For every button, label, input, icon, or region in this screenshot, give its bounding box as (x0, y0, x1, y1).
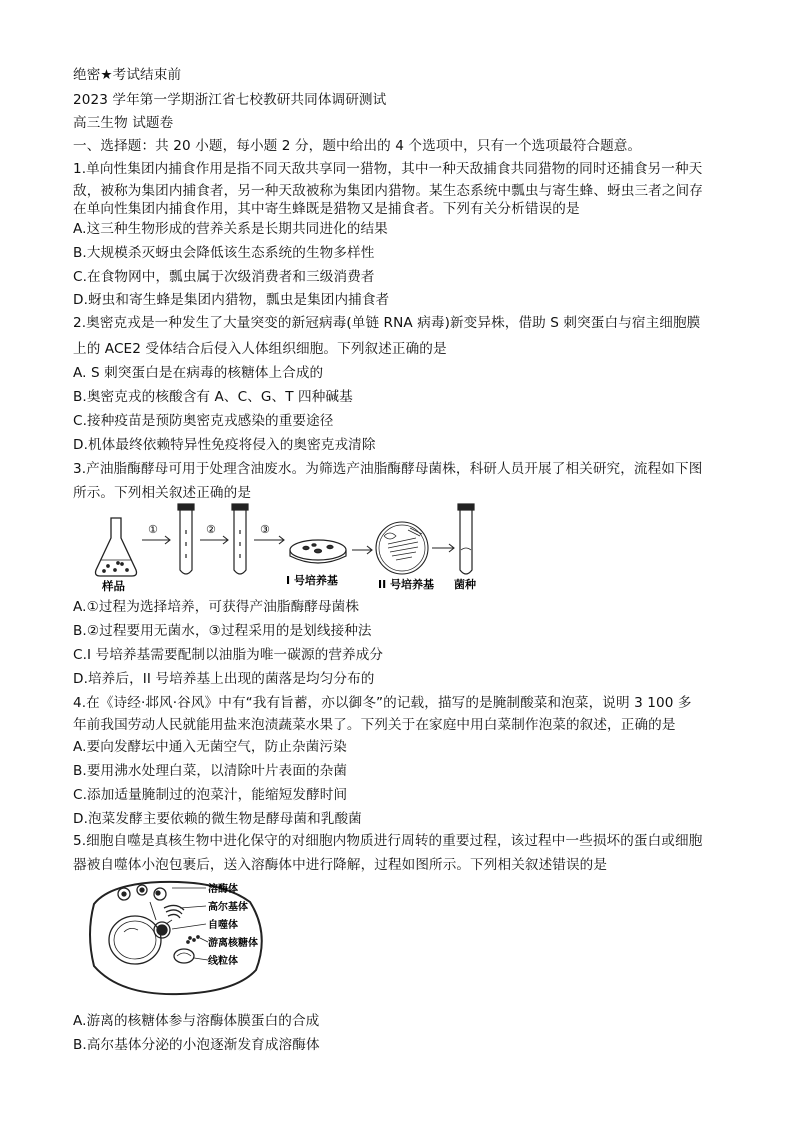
q5-stem-line: 5.细胞自噬是真核生物中进化保守的对细胞内物质进行周转的重要过程，该过程中一些损坏的蛋白或细胞 (73, 833, 703, 849)
petri-dish-icon (290, 540, 346, 563)
q2-stem-line: 2.奥密克戎是一种发生了大量突变的新冠病毒(单链 RNA 病毒)新变异株，借助 S 刺突蛋白与宿主细胞膜 (73, 315, 701, 331)
test-tube-icon (232, 504, 248, 574)
lysosome-label: 溶酶体 (208, 884, 238, 895)
q2-option-b: B.奥密克戎的核酸含有 A、C、G、T 四种碱基 (73, 389, 353, 405)
medium-2-label: II 号培养基 (378, 578, 435, 591)
step-3-label: ③ (260, 523, 270, 536)
q5-option-b: B.高尔基体分泌的小泡逐渐发育成溶酶体 (73, 1037, 320, 1053)
test-tube-icon (178, 504, 194, 574)
q5-stem-line: 器被自噬体小泡包裹后，送入溶酶体中进行降解，过程如图所示。下列相关叙述错误的是 (73, 857, 608, 873)
medium-1-label: I 号培养基 (286, 574, 338, 587)
q5-option-a: A.游离的核糖体参与溶酶体膜蛋白的合成 (73, 1013, 320, 1029)
q3-option-a: A.①过程为选择培养，可获得产油脂酶酵母菌株 (73, 599, 360, 615)
free-ribosome-label: 游离核糖体 (208, 938, 258, 949)
q4-option-b: B.要用沸水处理白菜，以清除叶片表面的杂菌 (73, 763, 348, 779)
section-heading: 一、选择题：共 20 小题，每小题 2 分，题中给出的 4 个选项中，只有一个选项最符合题意。 (73, 138, 642, 154)
q2-option-a: A. S 刺突蛋白是在病毒的核糖体上合成的 (73, 365, 324, 381)
arrow-right-icon (142, 536, 170, 544)
strain-label: 菌种 (454, 578, 476, 591)
golgi-label: 高尔基体 (208, 902, 248, 913)
q4-stem-line: 4.在《诗经·邶风·谷风》中有“我有旨蓄，亦以御冬”的记载，描写的是腌制酸菜和泡菜，说明 3 100 多 (73, 695, 692, 711)
mitochondrion-label: 线粒体 (208, 956, 238, 967)
arrow-right-icon (352, 546, 372, 554)
streak-plate-icon (376, 522, 428, 574)
q3-option-b: B.②过程要用无菌水，③过程采用的是划线接种法 (73, 623, 372, 639)
q1-option-d: D.蚜虫和寄生蜂是集团内猎物，瓢虫是集团内捕食者 (73, 292, 390, 308)
q3-stem-line: 所示。下列相关叙述正确的是 (73, 485, 252, 501)
q1-stem-line: 在单向性集团内捕食作用，其中寄生蜂既是猎物又是捕食者。下列有关分析错误的是 (73, 201, 580, 217)
arrow-right-icon (432, 544, 454, 552)
q1-stem-line: 敌，被称为集团内捕食者，另一种天敌被称为集团内猎物。某生态系统中瓢虫与寄生蜂、蚜虫三者之间存 (73, 183, 703, 199)
exam-title: 2023 学年第一学期浙江省七校教研共同体调研测试 (73, 92, 387, 108)
subject-title: 高三生物 试题卷 (73, 115, 174, 131)
q4-option-a: A.要向发酵坛中通入无菌空气，防止杂菌污染 (73, 739, 347, 755)
q4-stem-line: 年前我国劳动人民就能用盐来泡渍蔬菜水果了。下列关于在家庭中用白菜制作泡菜的叙述，正确的是 (73, 717, 676, 733)
flask-icon (96, 518, 137, 576)
q1-option-c: C.在食物网中，瓢虫属于次级消费者和三级消费者 (73, 269, 375, 285)
test-tube-icon (458, 504, 474, 574)
q2-option-c: C.接种疫苗是预防奥密克戎感染的重要途径 (73, 413, 334, 429)
q1-option-a: A.这三种生物形成的营养关系是长期共同进化的结果 (73, 221, 388, 237)
q3-option-d: D.培养后，II 号培养基上出现的菌落是均匀分布的 (73, 671, 375, 687)
step-2-label: ② (206, 523, 216, 536)
autophagy-cell-figure (80, 874, 280, 998)
q3-option-c: C.I 号培养基需要配制以油脂为唯一碳源的营养成分 (73, 647, 384, 663)
q3-stem-line: 3.产油脂酶酵母可用于处理含油废水。为筛选产油脂酶酵母菌株，科研人员开展了相关研究，流程如下图 (73, 461, 703, 477)
sample-label: 样品 (102, 579, 125, 593)
q4-option-d: D.泡菜发酵主要依赖的微生物是酵母菌和乳酸菌 (73, 811, 362, 827)
secret-label: 绝密★考试结束前 (73, 67, 182, 83)
q1-stem-line: 1.单向性集团内捕食作用是指不同天敌共享同一猎物，其中一种天敌捕食共同猎物的同时还捕食另一种天 (73, 161, 703, 177)
autophagosome-label: 自噬体 (208, 920, 238, 931)
q2-option-d: D.机体最终依赖特异性免疫将侵入的奥密克戎清除 (73, 437, 376, 453)
q1-option-b: B.大规模杀灭蚜虫会降低该生态系统的生物多样性 (73, 245, 375, 261)
arrow-right-icon (200, 536, 228, 544)
q2-stem-line: 上的 ACE2 受体结合后侵入人体组织细胞。下列叙述正确的是 (73, 341, 447, 357)
arrow-right-icon (254, 536, 284, 544)
screening-flow-figure (90, 500, 490, 596)
q4-option-c: C.添加适量腌制过的泡菜汁，能缩短发酵时间 (73, 787, 348, 803)
step-1-label: ① (148, 523, 158, 536)
